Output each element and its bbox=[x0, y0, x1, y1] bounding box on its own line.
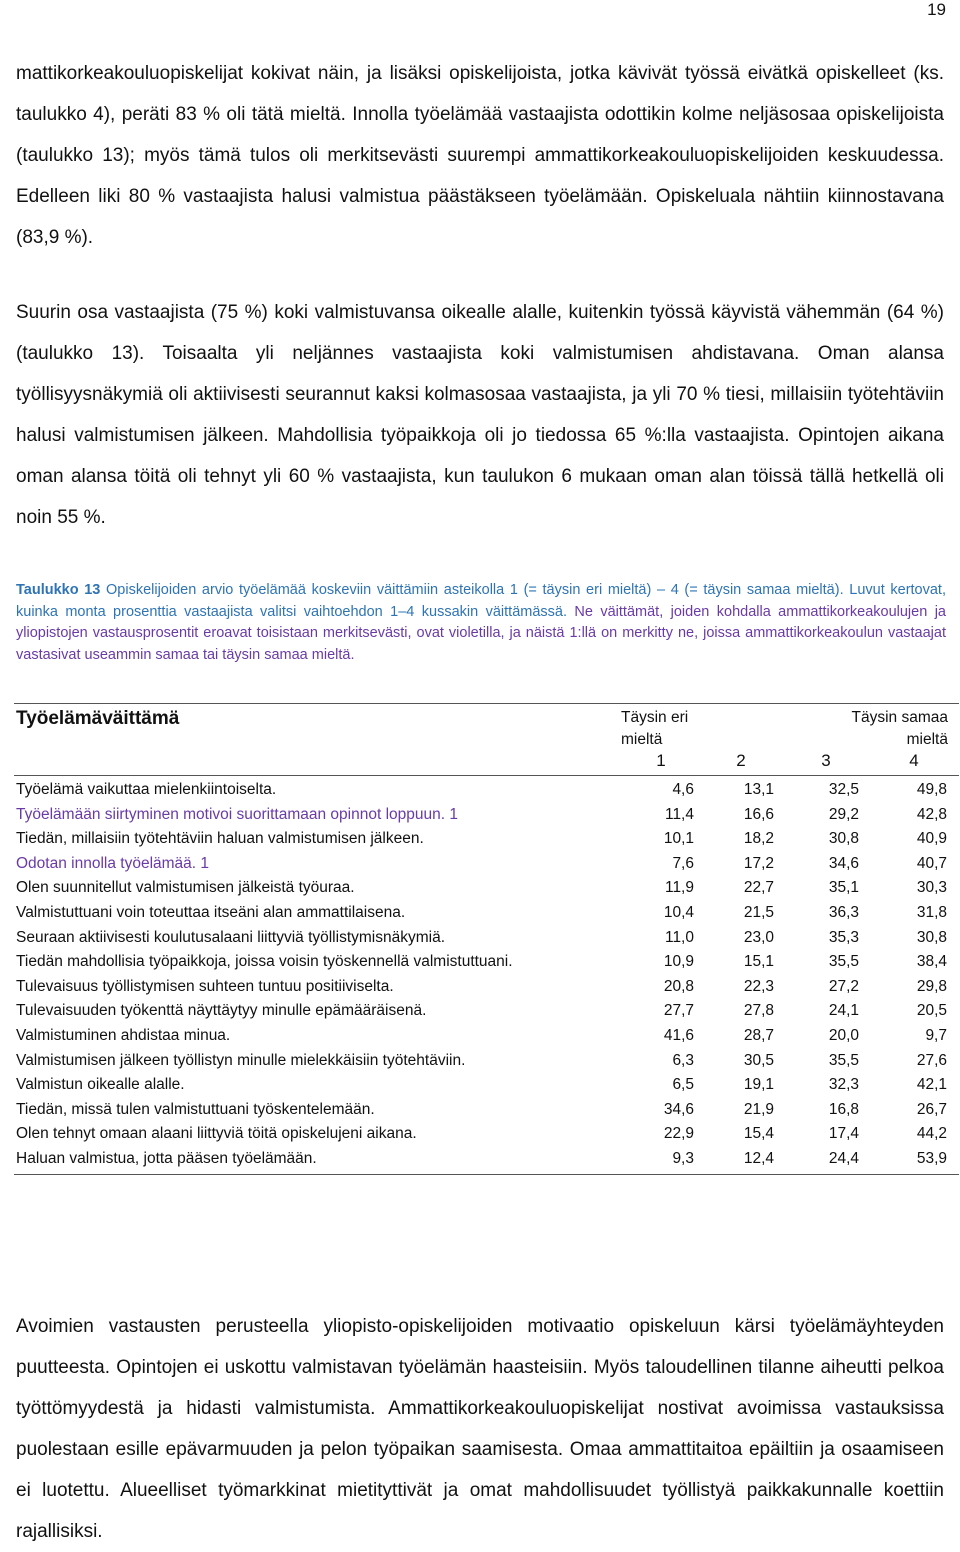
row-value-4: 30,8 bbox=[916, 928, 947, 946]
row-value-2: 28,7 bbox=[743, 1026, 774, 1044]
row-value-1: 11,4 bbox=[664, 805, 694, 823]
paragraph-1: mattikorkeakouluopiskelijat kokivat näin, ja lisäksi opiskelijoista, jotka kävivät työssä eivätkä opiskelleet (ks. taulukko 4), peräti 83 % oli tätä mieltä. Innolla työelämää vastaajista odottikin kolme neljäsosaa opiskelijoista (taulukko 13); myös tämä tulos oli merkitsevästi suurempi ammattikorkeakouluopiskelijoiden keskuudessa. Edelleen liki 80 % vastaajista halusi valmistua päästäkseen työelämään. Opiskeluala nähtiin kiinnostavana (83,9 %). bbox=[16, 63, 944, 248]
row-value-3: 32,3 bbox=[828, 1076, 859, 1094]
table-row bbox=[14, 803, 959, 828]
row-value-1: 34,6 bbox=[663, 1100, 694, 1118]
row-statement: Olen tehnyt omaan alaani liittyviä töitä opiskelujeni aikana. bbox=[16, 1125, 417, 1143]
row-value-1: 11,0 bbox=[664, 928, 694, 946]
row-value-2: 22,3 bbox=[743, 977, 774, 995]
table-bottom-rule bbox=[14, 1174, 959, 1175]
row-value-3: 16,8 bbox=[828, 1100, 859, 1118]
table-row bbox=[14, 926, 959, 951]
row-value-1: 9,3 bbox=[672, 1149, 694, 1167]
row-value-4: 26,7 bbox=[916, 1100, 947, 1118]
row-value-4: 44,2 bbox=[916, 1125, 947, 1143]
row-value-2: 27,8 bbox=[743, 1002, 774, 1020]
row-value-2: 15,1 bbox=[743, 953, 774, 971]
row-value-4: 27,6 bbox=[916, 1051, 947, 1069]
caption-text-2: Ne väittämät, joiden kohdalla ammattikorkeakoulujen ja yliopistojen vastausprosentit eroavat toisistaan merkitsevästi, ovat violetilla, ja näistä 1:llä on merkitty ne, joissa ammattikorkeakoulun vastaajat vastasivat useammin samaa tai täysin samaa mieltä. bbox=[16, 603, 946, 663]
row-statement: Valmistuttuani voin toteuttaa itseäni alan ammattilaisena. bbox=[16, 903, 406, 921]
row-value-2: 18,2 bbox=[743, 830, 774, 848]
paragraph-3: Avoimien vastausten perusteella yliopisto-opiskelijoiden motivaatio opiskeluun kärsi työelämäyhteyden puutteesta. Opintojen ei uskottu valmistavan työelämän haasteisiin. Myös taloudellinen tilanne aiheutti pelkoa työttömyydestä ja hidasti valmistumista. Ammattikorkeakouluopiskelijat nostivat avoimissa vastauksissa puolestaan esille epävarmuuden ja pelon työpaikan saamisesta. Omaa ammattitaitoa epäiltiin ja osaamiseen ei luotettu. Alueelliset työmarkkinat mietityttivät ja omat mahdollisuudet työllistyä paikkakunnalle koettiin rajallisiksi. bbox=[16, 1316, 944, 1542]
row-value-3: 27,2 bbox=[828, 977, 859, 995]
row-value-2: 21,9 bbox=[743, 1100, 774, 1118]
row-value-2: 22,7 bbox=[743, 879, 774, 897]
row-value-3: 29,2 bbox=[828, 805, 859, 823]
row-value-1: 6,3 bbox=[672, 1051, 694, 1069]
row-value-3: 32,5 bbox=[828, 781, 859, 798]
row-value-1: 10,9 bbox=[663, 953, 694, 971]
table-row bbox=[14, 1122, 959, 1147]
row-value-3: 24,4 bbox=[828, 1149, 859, 1167]
row-value-2: 15,4 bbox=[743, 1125, 774, 1143]
row-statement: Haluan valmistua, jotta pääsen työelämään. bbox=[16, 1149, 317, 1167]
row-statement: Tulevaisuuden työkenttä näyttäytyy minulle epämääräisenä. bbox=[16, 1002, 427, 1020]
table-row bbox=[14, 901, 959, 926]
table-row bbox=[14, 1024, 959, 1049]
caption-text-1: Opiskelijoiden arvio työelämää koskeviin väittämiin asteikolla 1 (= täysin eri mieltä) – 4 (= täysin samaa mieltä). Luvut kertovat, kuinka monta prosenttia vastaajista valitsi vaihtoehdon 1–4 kussakin väittämässä. bbox=[16, 582, 946, 620]
row-value-1: 6,5 bbox=[672, 1076, 694, 1094]
row-value-1: 7,6 bbox=[672, 854, 694, 872]
row-value-4: 30,3 bbox=[916, 879, 947, 897]
page-number: 19 bbox=[927, 0, 946, 19]
row-value-3: 35,3 bbox=[828, 928, 859, 946]
row-statement: Odotan innolla työelämää. 1 bbox=[16, 854, 210, 872]
row-statement: Työelämään siirtyminen motivoi suorittamaan opinnot loppuun. 1 bbox=[16, 805, 458, 823]
row-value-1: 11,9 bbox=[664, 879, 694, 897]
row-value-4: 53,9 bbox=[916, 1149, 947, 1167]
scale-high-label: Täysin samaa mieltä bbox=[851, 709, 948, 748]
row-value-2: 13,1 bbox=[743, 781, 774, 798]
row-value-4: 40,9 bbox=[916, 830, 947, 848]
table-caption bbox=[16, 580, 946, 666]
row-value-2: 17,2 bbox=[743, 854, 774, 872]
row-value-1: 22,9 bbox=[663, 1125, 694, 1143]
row-value-4: 42,8 bbox=[916, 805, 947, 823]
row-value-3: 35,5 bbox=[828, 1051, 859, 1069]
row-value-3: 35,1 bbox=[828, 879, 859, 897]
row-value-4: 40,7 bbox=[916, 854, 947, 872]
scale-2-header: 2 bbox=[736, 751, 746, 770]
table-row bbox=[14, 950, 959, 975]
table-row bbox=[14, 975, 959, 1000]
row-value-4: 31,8 bbox=[916, 903, 947, 921]
row-statement: Olen suunnitellut valmistumisen jälkeistä työuraa. bbox=[16, 879, 355, 897]
table-row bbox=[14, 1049, 959, 1074]
row-value-1: 41,6 bbox=[663, 1026, 694, 1044]
table-row bbox=[14, 1147, 959, 1172]
row-value-3: 20,0 bbox=[828, 1026, 859, 1044]
row-statement: Valmistuminen ahdistaa minua. bbox=[16, 1026, 231, 1044]
table-header bbox=[14, 704, 959, 775]
scale-low-label: Täysin eri mieltä bbox=[621, 709, 689, 748]
row-statement: Tiedän, missä tulen valmistuttuani työskentelemään. bbox=[16, 1100, 375, 1118]
row-value-3: 24,1 bbox=[828, 1002, 859, 1020]
statement-table bbox=[14, 703, 959, 1175]
row-value-4: 29,8 bbox=[916, 977, 947, 995]
row-value-1: 27,7 bbox=[663, 1002, 694, 1020]
row-value-1: 4,6 bbox=[672, 781, 694, 798]
table-row bbox=[14, 999, 959, 1024]
table-header-title: Työelämäväittämä bbox=[16, 708, 180, 729]
row-value-2: 12,4 bbox=[743, 1149, 774, 1167]
table-row bbox=[14, 778, 959, 803]
row-statement: Tulevaisuus työllistymisen suhteen tuntuu positiiviselta. bbox=[16, 977, 394, 995]
row-value-3: 35,5 bbox=[828, 953, 859, 971]
row-statement: Valmistun oikealle alalle. bbox=[16, 1076, 185, 1094]
row-statement: Tiedän, millaisiin työtehtäviin haluan valmistumisen jälkeen. bbox=[16, 830, 424, 848]
scale-3-header: 3 bbox=[821, 751, 831, 770]
table-row bbox=[14, 827, 959, 852]
table-row bbox=[14, 852, 959, 877]
row-statement: Työelämä vaikuttaa mielenkiintoiselta. bbox=[16, 781, 277, 798]
row-statement: Seuraan aktiivisesti koulutusalaani liittyviä työllistymisnäkymiä. bbox=[16, 928, 446, 946]
row-value-2: 19,1 bbox=[743, 1076, 774, 1094]
row-value-2: 30,5 bbox=[743, 1051, 774, 1069]
row-value-4: 38,4 bbox=[916, 953, 947, 971]
row-value-4: 20,5 bbox=[916, 1002, 947, 1020]
row-value-2: 21,5 bbox=[743, 903, 774, 921]
table-row bbox=[14, 1098, 959, 1123]
table-row bbox=[14, 1073, 959, 1098]
row-value-3: 30,8 bbox=[828, 830, 859, 848]
scale-1-header: 1 bbox=[656, 751, 666, 770]
row-value-1: 10,4 bbox=[663, 903, 694, 921]
row-value-2: 23,0 bbox=[743, 928, 774, 946]
row-value-1: 20,8 bbox=[663, 977, 694, 995]
table-body bbox=[14, 776, 959, 1174]
row-value-3: 34,6 bbox=[828, 854, 859, 872]
row-statement: Tiedän mahdollisia työpaikkoja, joissa voisin työskennellä valmistuttuani. bbox=[16, 953, 513, 971]
row-value-1: 10,1 bbox=[663, 830, 694, 848]
row-value-2: 16,6 bbox=[743, 805, 774, 823]
row-value-4: 42,1 bbox=[916, 1076, 947, 1094]
row-statement: Valmistumisen jälkeen työllistyn minulle mielekkäisiin työtehtäviin. bbox=[16, 1051, 466, 1069]
row-value-4: 49,8 bbox=[916, 781, 947, 798]
row-value-3: 17,4 bbox=[828, 1125, 859, 1143]
paragraph-2: Suurin osa vastaajista (75 %) koki valmistuvansa oikealle alalle, kuitenkin työssä käyvistä vähemmän (64 %) (taulukko 13). Toisaalta yli neljännes vastaajista koki valmistumisen ahdistavana. Oman alansa työllisyysnäkymiä oli aktiivisesti seurannut kaksi kolmasosaa vastaajista, ja yli 70 % tiesi, millaisiin työtehtäviin halusi valmistumisen jälkeen. Mahdollisia työpaikkoja oli jo tiedossa 65 %:lla vastaajista. Opintojen aikana oman alansa töitä oli tehnyt yli 60 % vastaajista, kun taulukon 6 mukaan oman alan töissä tällä hetkellä oli noin 55 %. bbox=[16, 302, 944, 528]
table-row bbox=[14, 876, 959, 901]
scale-4-header: 4 bbox=[909, 751, 919, 770]
row-value-3: 36,3 bbox=[828, 903, 859, 921]
row-value-4: 9,7 bbox=[925, 1026, 947, 1044]
caption-lead: Taulukko 13 bbox=[16, 582, 101, 598]
